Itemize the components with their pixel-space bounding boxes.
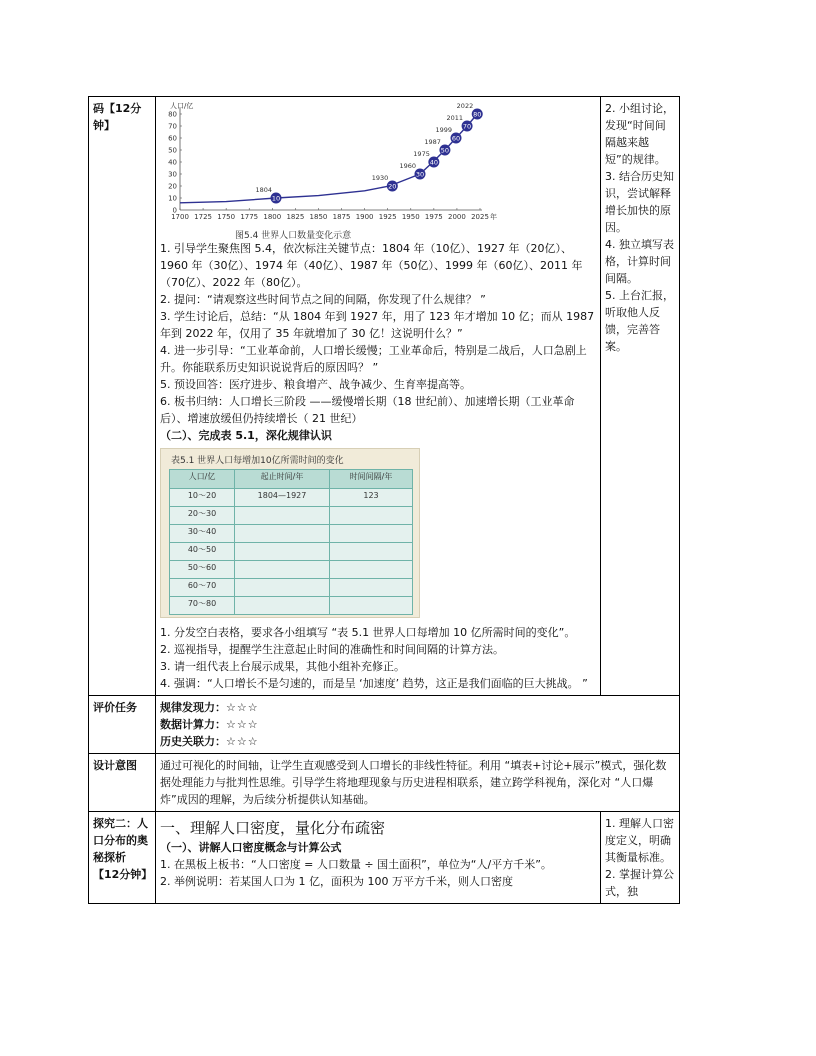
data-point-value: 20 [388, 182, 397, 191]
activity-steps-1 [160, 240, 596, 427]
eval-item [160, 716, 675, 733]
table-5-1-cell [330, 561, 413, 579]
table-5-1-cell: 30～40 [170, 525, 235, 543]
table-5-1-cell: 60～70 [170, 579, 235, 597]
data-point-year: 1975 [413, 150, 430, 158]
data-point-value: 10 [271, 194, 281, 203]
x-tick-label: 1725 [194, 213, 212, 221]
data-point-value: 40 [429, 158, 438, 167]
table-5-1-cell: 10～20 [170, 489, 235, 507]
table-row [170, 561, 413, 579]
x-tick-label: 1800 [263, 213, 282, 221]
data-point-year: 1804 [255, 186, 272, 194]
x-tick-label: 2000 [448, 213, 466, 221]
table-5-1-header-cell: 时间间隔/年 [330, 470, 413, 489]
table-5-1-cell [330, 543, 413, 561]
data-point-value: 80 [473, 110, 482, 119]
activity-steps-2 [160, 624, 596, 692]
table-5-1-cell [235, 561, 330, 579]
y-tick-label: 60 [168, 134, 177, 143]
step-line: 1. 在黑板上板书：“人口密度 = 人口数量 ÷ 国土面积”，单位为“人/平方千米”。 [160, 858, 552, 871]
table-5-1 [169, 469, 413, 615]
x-tick-label: 1925 [378, 213, 397, 221]
step-line: 3. 请一组代表上台展示成果，其他小组补充修正。 [160, 660, 405, 673]
student-step: 2. 掌握计算公式，独 [605, 868, 674, 898]
y-tick-label: 20 [168, 182, 177, 191]
row-explore2 [89, 812, 680, 904]
row-design [89, 754, 680, 812]
eval-label: 评价任务 [89, 696, 156, 754]
step-line: 1. 引导学生聚焦图 5.4，依次标注关键节点：1804 年（10亿）、1927 年（20亿）、1960 年（30亿）、1974 年（40亿）、1987 年（50亿）、1999 年（60亿）、2011 年（70亿）、2022 年（80亿）。 [160, 242, 583, 289]
student-activity [601, 97, 680, 696]
table-5-1-header-cell: 人口/亿 [170, 470, 235, 489]
student-step: 2. 小组讨论，发现“时间间隔越来越短”的规律。 [605, 102, 674, 166]
y-tick-label: 50 [168, 146, 177, 155]
x-tick-label: 1950 [401, 213, 420, 221]
table-row [170, 507, 413, 525]
x-tick-label: 1700 [171, 213, 189, 221]
explore2-heading: 一、理解人口密度，量化分布疏密 [160, 819, 386, 837]
y-tick-label: 70 [168, 122, 177, 131]
step-line: 2. 举例说明：若某国人口为 1 亿，面积为 100 万平方千米，则人口密度 [160, 875, 513, 888]
x-tick-label: 1975 [424, 213, 443, 221]
step-line: 3. 学生讨论后，总结：“从 1804 年到 1927 年，用了 123 年才增加 10 亿；而从 1987 年到 2022 年，仅用了 35 年就增加了 30 亿！这说明什么？” [160, 310, 595, 340]
step-line: 5. 预设回答：医疗进步、粮食增产、战争减少、生育率提高等。 [160, 378, 471, 391]
data-point-year: 1999 [435, 126, 452, 134]
data-point-value: 60 [451, 134, 461, 143]
eval-items [156, 696, 680, 754]
design-text: 通过可视化的时间轴，让学生直观感受到人口增长的非线性特征。利用 “填表+讨论+展示”模式，强化数据处理能力与批判性思维。引导学生将地理现象与历史进程相联系，建立跨学科视角，深化对 “人口爆炸”成因的理解，为后续分析提供认知基础。 [156, 754, 680, 812]
table-5-1-image [160, 448, 420, 618]
table-5-1-cell: 50～60 [170, 561, 235, 579]
y-tick-label: 30 [168, 170, 177, 179]
step-line: 2. 巡视指导，提醒学生注意起止时间的准确性和时间间隔的计算方法。 [160, 643, 504, 656]
table-5-1-cell [235, 543, 330, 561]
explore2-student [601, 812, 680, 904]
row-evaluation [89, 696, 680, 754]
eval-item-label: 规律发现力： [160, 701, 226, 714]
x-tick-label: 2025 [471, 213, 489, 221]
step-line: 4. 进一步引导：“工业革命前，人口增长缓慢；工业革命后，特别是二战后，人口急剧上升。你能联系历史知识说说背后的原因吗？ ” [160, 344, 587, 374]
table-5-1-cell: 123 [330, 489, 413, 507]
table-5-1-cell [235, 525, 330, 543]
x-tick-label: 1850 [309, 213, 328, 221]
step-line: 1. 分发空白表格，要求各小组填写 “表 5.1 世界人口每增加 10 亿所需时间的变化”。 [160, 626, 576, 639]
lesson-page [88, 96, 680, 904]
y-tick-label: 80 [168, 110, 177, 119]
table-row [170, 543, 413, 561]
student-step: 4. 独立填写表格，计算时间间隔。 [605, 238, 674, 285]
table-5-1-cell [235, 579, 330, 597]
data-point-year: 1987 [424, 138, 441, 146]
table-5-1-cell: 70～80 [170, 597, 235, 615]
x-axis-label: 年 [490, 213, 497, 221]
x-tick-label: 1750 [217, 213, 236, 221]
eval-item [160, 733, 675, 750]
table-5-1-header-cell: 起止时间/年 [235, 470, 330, 489]
row-explore1 [89, 97, 680, 696]
y-tick-label: 0 [172, 206, 177, 215]
table-5-1-header [170, 470, 413, 489]
table-5-1-title: 表5.1 世界人口每增加10亿所需时间的变化 [171, 456, 344, 466]
table-5-1-cell [330, 579, 413, 597]
table-5-1-cell: 1804—1927 [235, 489, 330, 507]
table-5-1-cell [330, 525, 413, 543]
design-label: 设计意图 [89, 754, 156, 812]
star-rating: ☆☆☆ [226, 735, 259, 748]
subheading-table: （二）、完成表 5.1，深化规律认识 [160, 429, 332, 442]
step-line: 2. 提问：“请观察这些时间节点之间的间隔，你发现了什么规律？ ” [160, 293, 486, 306]
step-line: 6. 板书归纳：人口增长三阶段 ——缓慢增长期（18 世纪前）、加速增长期（工业革命后）、增速放缓但仍持续增长（ 21 世纪） [160, 395, 575, 425]
star-rating: ☆☆☆ [226, 718, 259, 731]
table-5-1-cell [330, 597, 413, 615]
x-tick-label: 1900 [355, 213, 374, 221]
eval-item-label: 历史关联力： [160, 735, 226, 748]
eval-item-label: 数据计算力： [160, 718, 226, 731]
population-figure [160, 100, 500, 240]
data-point-value: 30 [415, 170, 425, 179]
y-tick-label: 10 [168, 194, 177, 203]
student-step: 5. 上台汇报，听取他人反馈，完善答案。 [605, 289, 674, 353]
data-point-year: 2011 [446, 114, 464, 122]
data-point-year: 2022 [456, 102, 474, 110]
teacher-activity [156, 97, 601, 696]
table-5-1-cell [235, 597, 330, 615]
population-chart [160, 100, 500, 228]
table-5-1-cell: 20～30 [170, 507, 235, 525]
explore2-activity [156, 812, 601, 904]
table-5-1-cell [235, 507, 330, 525]
step-line: 4. 强调：“人口增长不是匀速的，而是呈 ‘加速度’ 趋势，这正是我们面临的巨大挑战。 ” [160, 677, 588, 690]
student-step: 3. 结合历史知识，尝试解释增长加快的原因。 [605, 170, 674, 234]
eval-item [160, 699, 675, 716]
star-rating: ☆☆☆ [226, 701, 259, 714]
data-point-year: 1930 [371, 174, 389, 182]
y-tick-label: 40 [168, 158, 177, 167]
table-5-1-cell: 40～50 [170, 543, 235, 561]
x-tick-label: 1775 [240, 213, 259, 221]
table-5-1-cell [330, 507, 413, 525]
explore2-subheading: （一）、讲解人口密度概念与计算公式 [160, 841, 342, 854]
explore2-steps [160, 856, 596, 890]
x-tick-label: 1825 [286, 213, 305, 221]
data-point-value: 70 [462, 122, 472, 131]
figure-caption: 图5.4 世界人口数量变化示意 [235, 231, 352, 241]
data-point-value: 50 [440, 146, 450, 155]
student-step: 1. 理解人口密度定义，明确其衡量标准。 [605, 817, 674, 864]
table-row [170, 579, 413, 597]
x-tick-label: 1875 [332, 213, 351, 221]
lesson-table [88, 96, 680, 904]
stage-label: 码【12分钟】 [89, 97, 156, 696]
y-axis-label: 人口/亿 [170, 102, 194, 110]
table-row [170, 489, 413, 507]
data-point-year: 1960 [399, 162, 416, 170]
table-row [170, 525, 413, 543]
explore2-label: 探究二：人口分布的奥秘探析【12分钟】 [89, 812, 156, 904]
table-row [170, 597, 413, 615]
